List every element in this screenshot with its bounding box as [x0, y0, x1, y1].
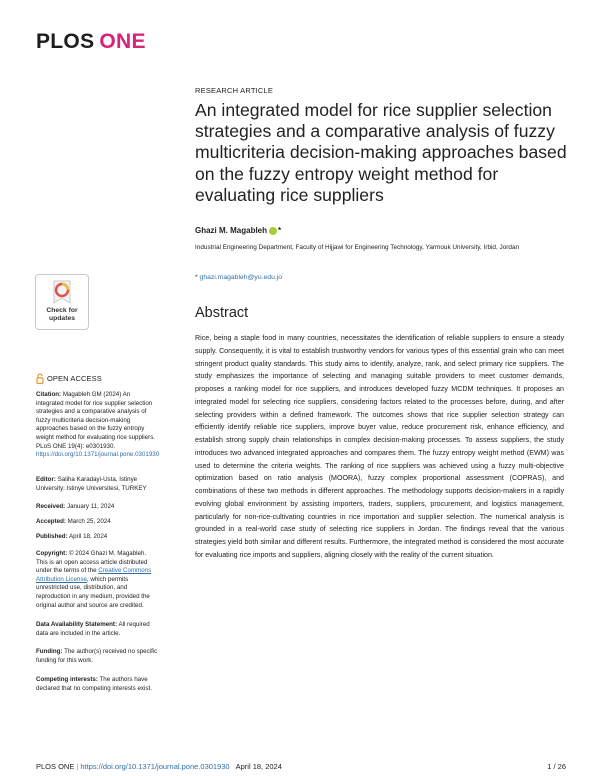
footer-date: April 18, 2024 — [235, 762, 282, 771]
published-label: Published: — [36, 533, 68, 540]
open-access-label: OPEN ACCESS — [47, 374, 102, 383]
citation-doi-link[interactable]: https://doi.org/10.1371/journal.pone.0301930 — [36, 451, 160, 459]
published-date: April 18, 2024 — [69, 533, 108, 540]
orcid-icon[interactable] — [269, 227, 277, 235]
data-availability-label: Data Availability Statement: — [36, 621, 118, 628]
editor-label: Editor: — [36, 476, 56, 483]
logo-plos: PLOS — [36, 30, 95, 53]
citation-text: Magableh GM (2024) An integrated model for rice supplier selection strategies and a comparative analysis of fuzzy multicriteria decision-making approaches based on the fuzzy entropy weight method for evaluating rice suppliers. PLoS ONE 19(4): e0301930. — [36, 391, 156, 450]
check-label-1: Check for — [46, 307, 78, 314]
competing-text: The authors have declared that no competing interests exist. — [36, 676, 152, 692]
corresponding-email — [195, 274, 282, 281]
article-type: RESEARCH ARTICLE — [195, 86, 274, 95]
received-date: January 11, 2024 — [66, 503, 115, 510]
open-lock-icon — [36, 373, 44, 384]
editor-block — [36, 476, 158, 493]
funding-block — [36, 648, 158, 665]
abstract-text: Rice, being a staple food in many countries, necessitates the identification of reliable suppliers to ensure a steady supply. Consequently, it is vital to establish trustworthy vendors for various types of this essential grain who can meet stringent product quality standards. This study aims to identify, analyze, rank, and select primary rice suppliers. The study emphasizes the importance of selecting and managing suitable providers to meet customer demands, proposes a ranking model for rice suppliers, and introduces developed fuzzy MCDM techniques. It proposes an integrated model for selecting rice suppliers, considering factors related to the processes before, during, and after selecting providers within a defined framework. The outcomes shows that rice supplier selection strategy can efficiently identify reliable rice suppliers, improve buyer value, reduce procurement risk, enhance efficiency, and establish strong supply chain relationships in complex decision-making processes. To assess suppliers, the study introduces two advanced integrated approaches and compares them. The fuzzy entropy weight method (EWM) was used to determine the criteria weights. The ranking of rice suppliers was achieved using a fuzzy multi-objective optimization based on ratio analysis (MOORA), fuzzy complex proportional assessment (COPRAS), and combinations of these two methods in different approaches. The methodology supports decision-makers in a rapidly evolving global environment by assisting importers, traders, suppliers, procurement, and logistics management, particularly for non-rice-cultivating countries in rice importation and supplier selection. The numerical analysis is grounded in a real-world case study of selecting rice suppliers in Jordan. The findings reveal that the various strategies yield both similar and different results. Furthermore, the integrated method is considered the most accurate for evaluating rice imports and suppliers, aligning closely with the reality of the current situation. — [195, 334, 564, 559]
logo-one: ONE — [99, 30, 146, 53]
copyright-text-2: , which permits unrestricted use, distribution, and reproduction in any medium, provided the original author and source are credited. — [36, 575, 150, 609]
page-footer — [36, 762, 566, 771]
article-title: An integrated model for rice supplier selection strategies and a comparative analysis of fuzzy multicriteria decision-making approaches based on the fuzzy entropy weight method for evaluating rice suppliers — [195, 100, 567, 205]
footer-journal: PLOS ONE — [36, 762, 75, 771]
license-link[interactable]: Creative Commons Attribution License — [36, 567, 152, 583]
open-access — [36, 373, 102, 384]
affiliation: Industrial Engineering Department, Faculty of Hijjawi for Engineering Technology, Yarmouk University, Irbid, Jordan — [195, 244, 520, 251]
funding-text: The author(s) received no specific funding for this work. — [36, 648, 158, 664]
accepted-block — [36, 518, 158, 527]
copyright-text-1: © 2024 Ghazi M. Magableh. This is an open access article distributed under the terms of the — [36, 550, 148, 575]
journal-logo — [36, 30, 146, 54]
accepted-label: Accepted: — [36, 518, 66, 525]
check-label-2: updates — [48, 315, 76, 322]
bookmark-refresh-icon — [51, 280, 73, 304]
corresponding-marker: * — [278, 226, 282, 235]
received-block — [36, 503, 158, 512]
copyright-block — [36, 550, 158, 610]
check-for-updates-badge[interactable] — [35, 274, 89, 330]
author-name[interactable]: Ghazi M. Magableh — [195, 226, 268, 235]
data-availability-block — [36, 621, 158, 638]
footer-separator: | — [76, 762, 79, 771]
email-marker: * — [195, 274, 198, 281]
email-link[interactable]: ghazi.magableh@yu.edu.jo — [199, 274, 283, 281]
footer-doi-link[interactable]: https://doi.org/10.1371/journal.pone.0301930 — [80, 762, 230, 771]
abstract-heading: Abstract — [195, 305, 249, 321]
citation-block — [36, 391, 158, 460]
author-line — [195, 226, 281, 235]
received-label: Received: — [36, 503, 66, 510]
editor-text: Saliha Karadayi-Usta, Istinye University: Istinye Universitesi, TURKEY — [36, 476, 147, 492]
competing-interests-block — [36, 676, 158, 693]
published-block — [36, 533, 158, 542]
funding-label: Funding: — [36, 648, 63, 655]
data-availability-text: All required data are included in the article. — [36, 621, 150, 637]
citation-label: Citation: — [36, 391, 62, 398]
accepted-date: March 25, 2024 — [67, 518, 111, 525]
copyright-label: Copyright: — [36, 550, 68, 557]
page-number: 1 / 26 — [547, 762, 566, 771]
competing-label: Competing interests: — [36, 676, 98, 683]
